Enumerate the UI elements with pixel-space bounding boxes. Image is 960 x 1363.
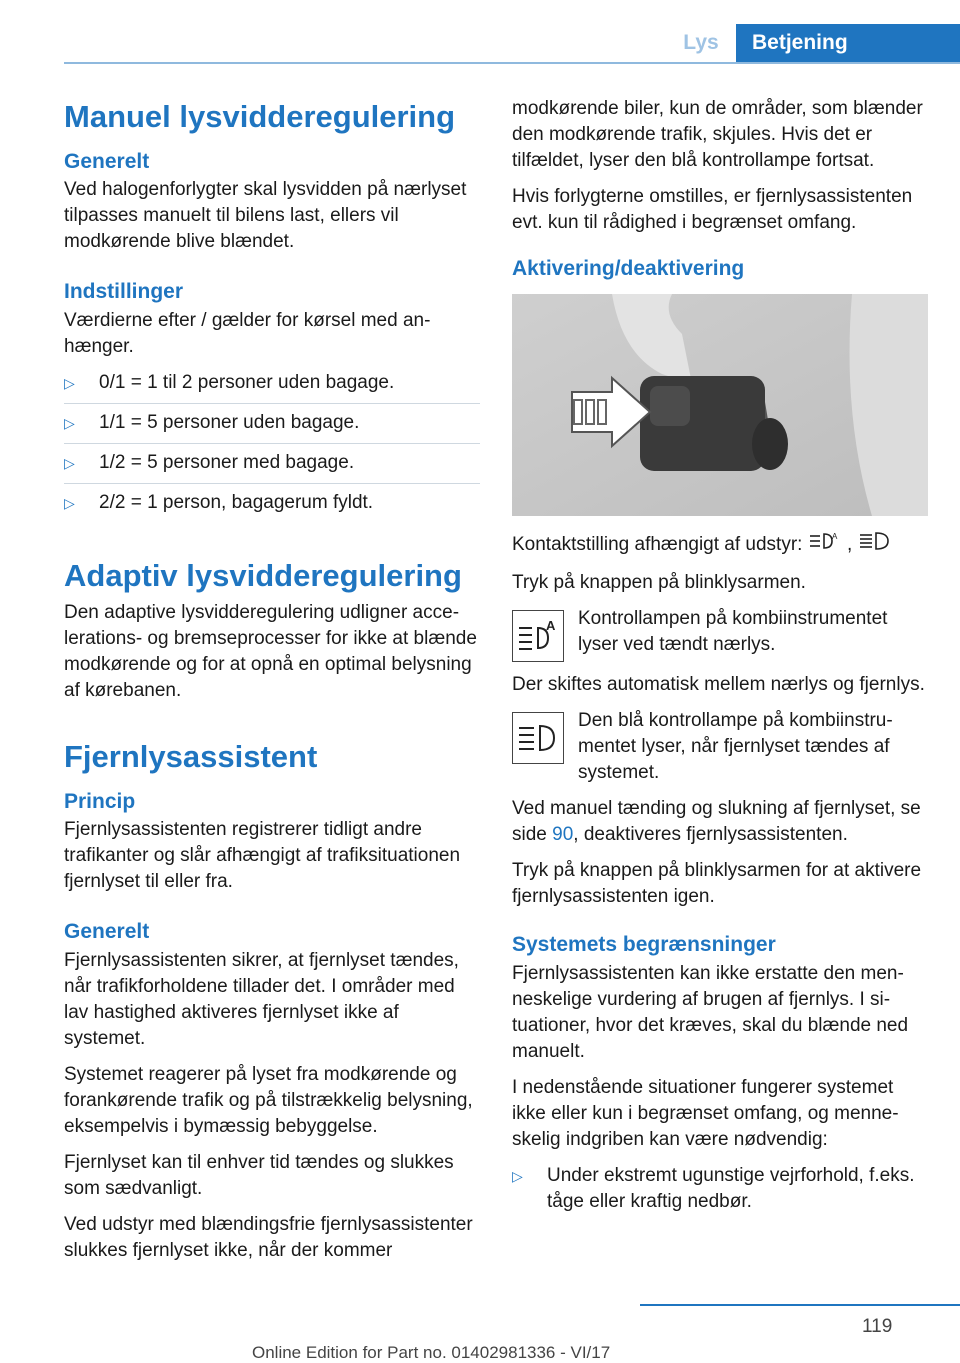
lamp-note-2: Den blå kontrollampe på kombiinstrumentet lyser, når fjernlyset tændes af systemet. [512, 708, 928, 786]
auto-high-beam-icon [808, 530, 842, 560]
limitations-list [512, 1163, 928, 1222]
paragraph-settings: Værdierne efter / gælder for kørsel med anhænger. [64, 309, 431, 357]
paragraph-manual-switch: Ved manuel tænding og slukning af fjernlyset, se side 90, deaktiveres fjernlysassistenten. [512, 798, 921, 846]
high-beam-lamp-icon [512, 712, 564, 764]
page-number: 119 [862, 1316, 893, 1337]
paragraph-limitations-1: Fjernlysassistenten kan ikke erstatte den menneskelige vurdering af brugen af fjernlys. I situationer, hvor det kræves, skal du blænde ned manuelt. [512, 962, 909, 1062]
paragraph-general-2c: Fjernlyset kan til enhver tid tændes og slukkes som sædvanligt. [64, 1151, 454, 1199]
svg-text:A: A [831, 532, 838, 542]
high-beam-assistant-icon [858, 530, 892, 560]
heading-adaptive-range: Adaptiv lysvidderegulering [64, 557, 462, 593]
paragraph-continued-2: Hvis forlygterne omstilles, er fjernlysassistenten evt. kun til rådighed i begrænset omfang. [512, 186, 913, 233]
subheading-settings: Indstillinger [64, 280, 184, 304]
triangle-bullet-icon: ▷ [64, 414, 75, 431]
paragraph-adaptive: Den adaptive lysvidderegulering udligner accelerations- og bremseprocesser for ikke at blænde modkørende og for at opnå en optimal belysning af kørebanen. [64, 601, 477, 701]
triangle-bullet-icon: ▷ [64, 454, 75, 471]
list-item: ▷ Under ekstremt ugunstige vejrforhold, f.eks. tåge eller kraftig nedbør. [512, 1164, 915, 1212]
heading-high-beam-assistant: Fjernlysassistent [64, 738, 318, 774]
triangle-bullet-icon: ▷ [512, 1167, 523, 1184]
header-section-tab[interactable]: Lys [683, 31, 719, 54]
paragraph-limitations-2: I nedenstående situationer fungerer systemet ikke eller kun i begrænset omfang, og menneskelig indgriben kan være nødvendig: [512, 1076, 899, 1150]
paragraph-general-2a: Fjernlysassistenten sikrer, at fjernlyset tændes, når trafikforholdene tillader det. I områder med lav hastighed aktiveres fjernlyset ikke af systemet. [64, 949, 459, 1049]
subheading-general-1: Generelt [64, 150, 150, 174]
list-item: ▷ 1/2 = 5 personer med bagage. [64, 450, 480, 484]
subheading-limitations: Systemets begrænsninger [512, 933, 776, 957]
settings-list [64, 370, 480, 523]
triangle-bullet-icon: ▷ [64, 374, 75, 391]
header-rule [64, 62, 960, 64]
paragraph-auto-switch: Der skiftes automatisk mellem nærlys og fjernlys. [512, 674, 925, 696]
subheading-general-2: Generelt [64, 920, 150, 944]
page-link-90[interactable]: 90 [552, 824, 574, 846]
lamp-note-1: A Kontrollampen på kombiinstrumentet lyser ved tændt nærlys. [512, 606, 928, 662]
paragraph-switch-position: Kontaktstilling afhængigt af udstyr: A , [512, 530, 928, 560]
footer-rule [640, 1304, 960, 1306]
edition-note: Online Edition for Part no. 01402981336 - VI/17 [252, 1343, 611, 1362]
stalk-button-photo [512, 294, 928, 516]
paragraph-principle: Fjernlysassistenten registrerer tidligt andre trafikanter og slår afhængigt af trafiksituationen fjernlyset til eller fra. [64, 819, 461, 893]
paragraph-continued-1: modkørende biler, kun de områder, som blænder den modkørende trafik, skjules. Hvis det er tilfældet, lyser den blå kontrollampe fortsat. [512, 98, 923, 171]
paragraph-general-2b: Systemet reagerer på lyset fra modkørende og forankørende trafik og på tilstrækkelig belysning, eksempelvis i bymæssig bebyggelse. [64, 1063, 473, 1137]
triangle-bullet-icon: ▷ [64, 494, 75, 511]
subheading-activation: Aktivering/deaktivering [512, 257, 745, 280]
subheading-principle: Princip [64, 790, 136, 814]
auto-low-beam-lamp-icon [512, 610, 564, 662]
list-item: ▷ 1/1 = 5 personer uden bagage. [64, 410, 480, 444]
paragraph-general-2d: Ved udstyr med blændingsfrie fjernlysassistenter slukkes fjernlyset ikke, når der kommer [64, 1213, 473, 1261]
paragraph-press-button-2: Tryk på knappen på blinklysarmen for at aktivere fjernlysassistenten igen. [512, 860, 922, 908]
paragraph-press-button-1: Tryk på knappen på blinklysarmen. [512, 572, 806, 594]
header-chapter-tab[interactable]: Betjening [736, 24, 960, 62]
svg-text:A: A [546, 618, 556, 634]
list-item: ▷ 2/2 = 1 person, bagagerum fyldt. [64, 490, 480, 523]
paragraph-general-1: Ved halogenforlygter skal lysvidden på nærlyset tilpasses manuelt til bilens last, ellers vil modkørende blive blændet. [64, 179, 467, 253]
turn-signal-stalk-illustration [512, 294, 928, 516]
left-column [64, 98, 480, 1274]
list-item: ▷ 0/1 = 1 til 2 personer uden bagage. [64, 370, 480, 404]
heading-manual-range: Manuel lysvidderegulering [64, 99, 456, 134]
right-column [512, 96, 928, 1232]
